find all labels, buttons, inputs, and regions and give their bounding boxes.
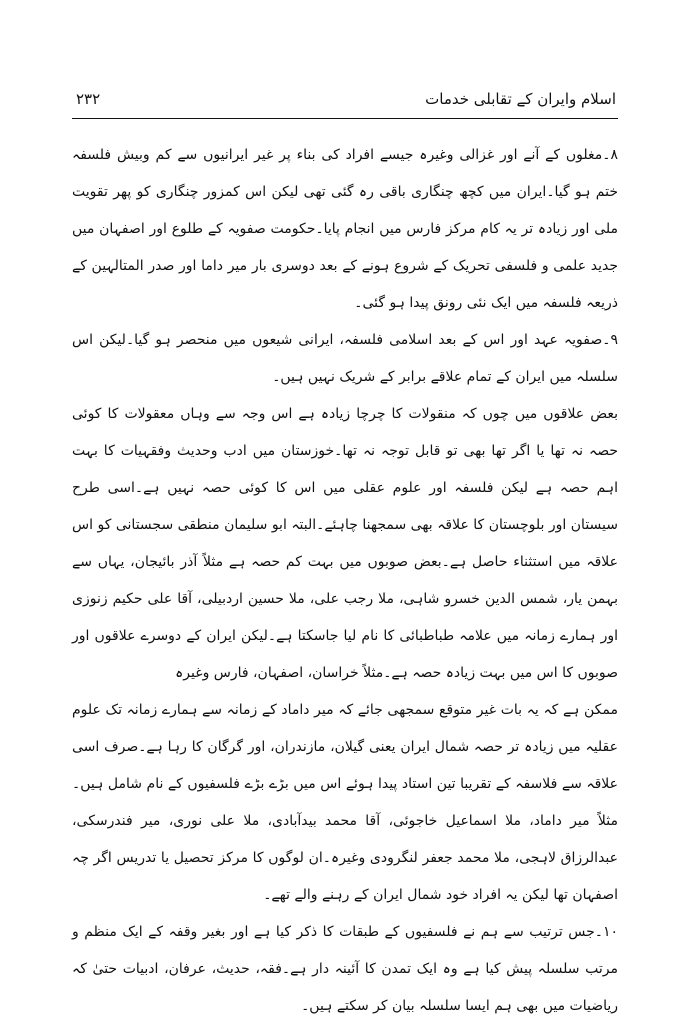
page-number: ۲۳۲ [76, 90, 101, 108]
paragraph-9: ۹۔صفویہ عہد اور اس کے بعد اسلامی فلسفہ، ایرانی شیعوں میں منحصر ہو گیا۔لیکن اس سلسلہ میں ایران کے تمام علاقے برابر کے شریک نہیں ہیں۔ [72, 332, 618, 385]
paragraph-regions: بعض علاقوں میں چوں کہ منقولات کا چرچا زیادہ ہے اس وجہ سے وہاں معقولات کا کوئی حصہ نہ تھا یا اگر تھا بھی تو قابل توجہ نہ تھا۔خوزستان میں ادب وحدیث وفقہیات کا بہت اہم حصہ ہے لیکن فلسفہ اور علوم عقلی میں اس کا کوئی حصہ نہیں ہے۔اسی طرح سیستان اور بلوچستان کا علاقہ بھی سمجھنا چاہئے۔البتہ ابو سلیمان منطقی سجستانی کو اس علاقہ میں استثناء حاصل ہے۔بعض صوبوں میں بہت کم حصہ ہے مثلاً آذر بائیجان، یہاں سے بہمن یار، شمس الدین خسرو شاہی، ملا رجب علی، ملا حسین اردبیلی، آقا علی حکیم زنوزی اور ہمارے زمانہ میں علامہ طباطبائی کا نام لیا جاسکتا ہے۔لیکن ایران کے دوسرے علاقوں اور صوبوں کا اس میں بہت زیادہ حصہ ہے۔مثلاً خراسان، اصفہان، فارس وغیرہ [72, 406, 618, 681]
page-body [72, 137, 618, 1025]
running-title: اسلام وایران کے تقابلی خدمات [425, 90, 616, 108]
paragraph-10: ۱۰۔جس ترتیب سے ہم نے فلسفیوں کے طبقات کا ذکر کیا ہے اور بغیر وقفہ کے ایک منظم و مرتب سلسلہ پیش کیا ہے وہ ایک تمدن کا آئینہ دار ہے۔فقہ، حدیث، عرفان، ادبیات حتیٰ کہ ریاضیات میں بھی ہم ایسا سلسلہ بیان کر سکتے ہیں۔ [72, 924, 618, 1014]
paragraph-8: ۸۔مغلوں کے آنے اور غزالی وغیرہ جیسے افراد کی بناء پر غیر ایرانیوں سے کم وبیش فلسفہ ختم ہو گیا۔ایران میں کچھ چنگاری باقی رہ گئی تھی لیکن اس کمزور چنگاری کو پھر تقویت ملی اور زیادہ تر یہ کام مرکز فارس میں انجام پایا۔حکومت صفویہ کے طلوع اور اصفہان میں جدید علمی و فلسفی تحریک کے شروع ہونے کے بعد دوسری بار میر داما اور صدر المتالہین کے ذریعہ فلسفہ میں ایک نئی رونق پیدا ہو گئی۔ [72, 147, 618, 311]
paragraph-north-iran: ممکن ہے کہ یہ بات غیر متوقع سمجھی جائے کہ میر داماد کے زمانہ سے ہمارے زمانہ تک علوم عقلیہ میں زیادہ تر حصہ شمال ایران یعنی گیلان، مازندران، اور گرگان کا رہا ہے۔صرف اسی علاقہ سے فلاسفہ کے تقریبا تین استاد پیدا ہوئے اس میں بڑے بڑے فلسفیوں کے نام شامل ہیں۔مثلاً میر داماد، ملا اسماعیل خاجوئی، آقا محمد بیدآبادی، ملا علی نوری، میر فندرسکی، عبدالرزاق لاہجی، ملا محمد جعفر لنگرودی وغیرہ۔ان لوگوں کا مرکز تحصیل یا تدریس اگر چہ اصفہان تھا لیکن یہ افراد خود شمال ایران کے رہنے والے تھے۔ [72, 702, 618, 903]
page-header [72, 86, 618, 119]
